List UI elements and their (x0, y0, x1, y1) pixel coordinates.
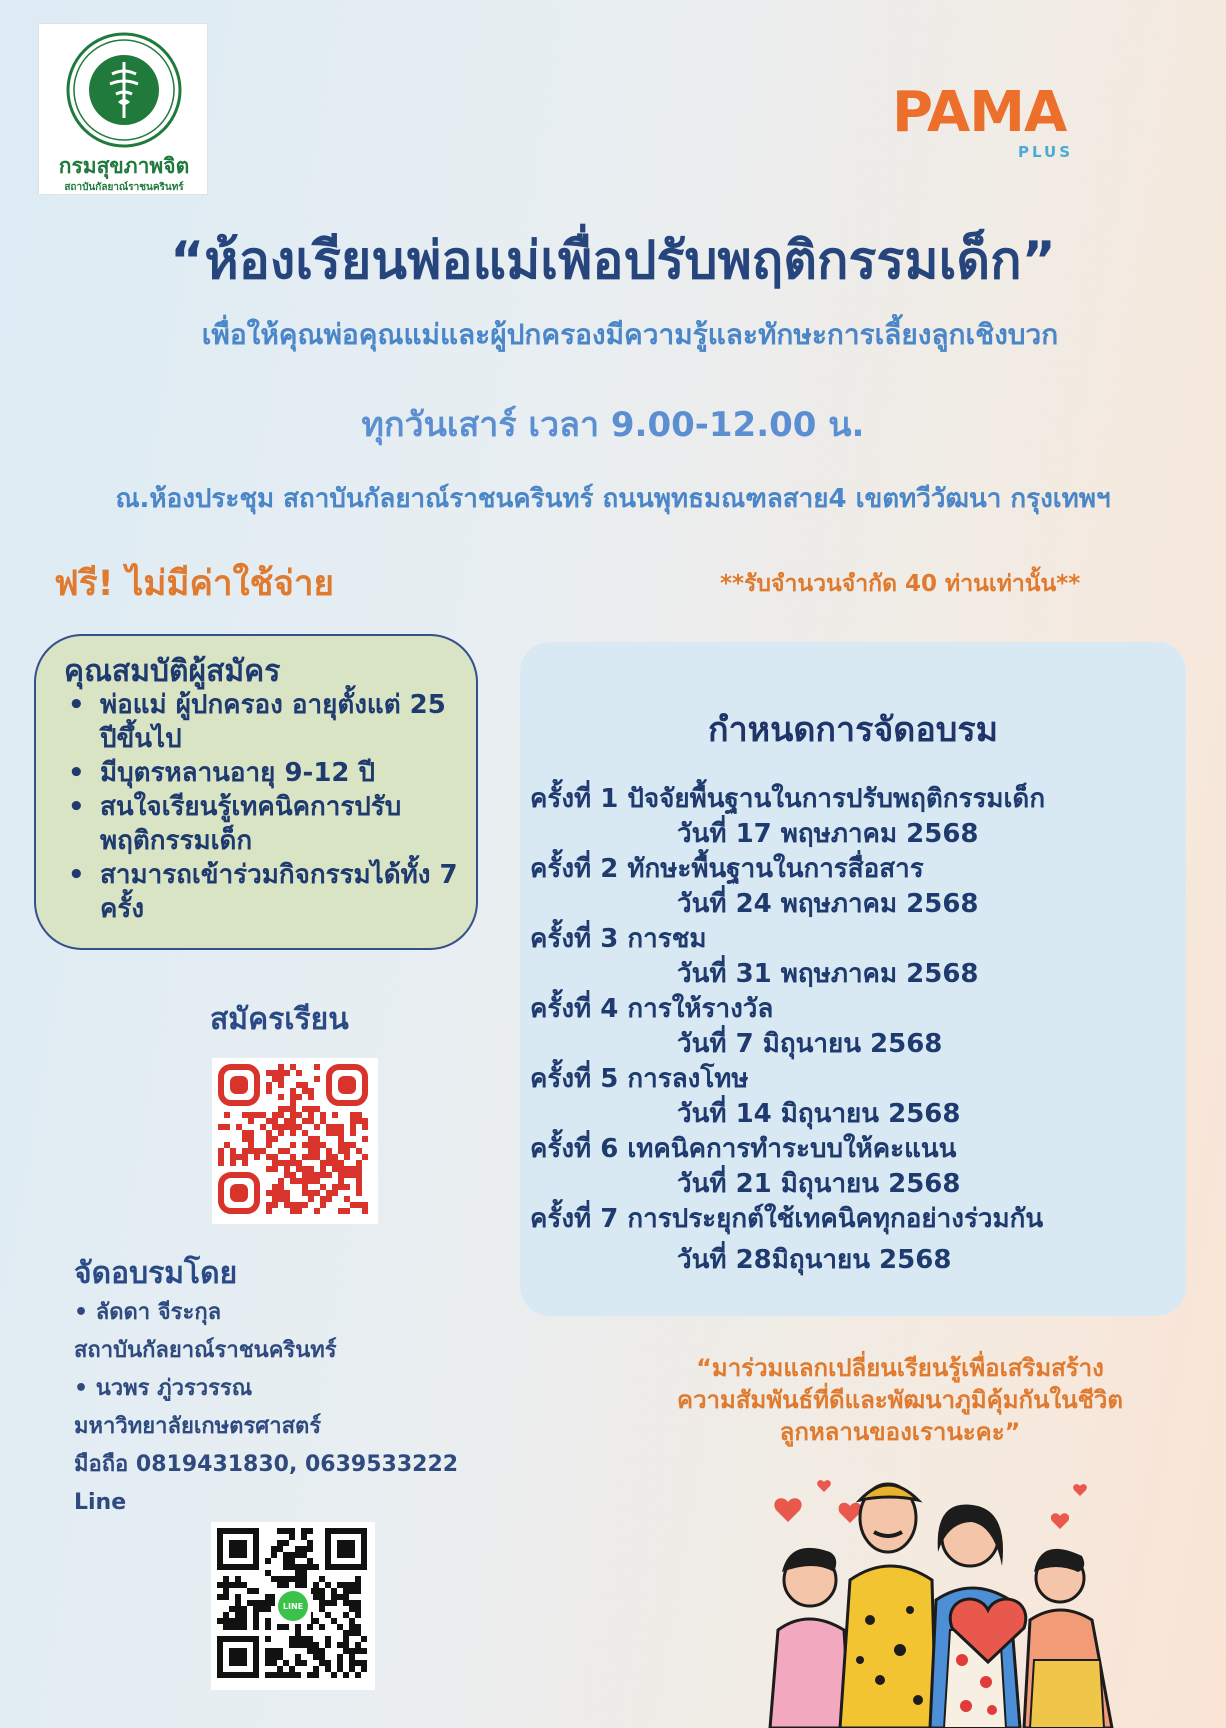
pama-logo-text: PAMA (892, 80, 1067, 145)
bullet-icon: • (68, 860, 85, 890)
training-schedule-panel (520, 642, 1186, 1316)
organizers-list (74, 1294, 534, 1522)
organizer-line: • นวพร ภู่วรวรรณ (74, 1376, 253, 1401)
qualifications-list (64, 688, 464, 926)
line-qr-code[interactable] (211, 1522, 375, 1690)
qualification-item: • พ่อแม่ ผู้ปกครอง อายุตั้งแต่ 25 ปีขึ้นไป (68, 690, 446, 754)
page-title: “ห้องเรียนพ่อแม่เพื่อปรับพฤติกรรมเด็ก” (170, 231, 1056, 291)
closing-quote (640, 1352, 1160, 1448)
registration-qr-code[interactable] (212, 1058, 378, 1224)
free-of-charge-label: ฟรี! ไม่มีค่าใช้จ่าย (54, 564, 335, 604)
session-topic: ครั้งที่ 2 ทักษะพื้นฐานในการสื่อสาร (530, 854, 924, 884)
session-date: วันที่ 17 พฤษภาคม 2568 (677, 819, 979, 849)
qr-code-icon (211, 1522, 375, 1690)
quote-line: ลูกหลานของเรานะคะ” (779, 1418, 1021, 1446)
session-date: วันที่ 31 พฤษภาคม 2568 (677, 959, 979, 989)
qualifications-title: คุณสมบัติผู้สมัคร (64, 654, 281, 689)
bullet-icon: • (68, 792, 85, 822)
session-topic: ครั้งที่ 3 การชม (530, 924, 707, 954)
session-date: วันที่ 24 พฤษภาคม 2568 (677, 889, 979, 919)
schedule-list (530, 782, 1180, 1278)
line-badge-text: LINE (282, 1602, 304, 1611)
qr-code-icon (212, 1058, 378, 1224)
contact-phone: มือถือ 0819431830, 0639533222 (74, 1452, 459, 1477)
qualification-item: • สนใจเรียนรู้เทคนิคการปรับพฤติกรรมเด็ก (68, 792, 402, 856)
family-illustration (740, 1460, 1140, 1728)
qualification-item: • สามารถเข้าร่วมกิจกรรมได้ทั้ง 7 ครั้ง (68, 860, 458, 924)
seat-limit-note: **รับจำนวนจำกัด 40 ท่านเท่านั้น** (720, 571, 1081, 597)
ministry-seal-icon (66, 32, 182, 148)
schedule-title: กำหนดการจัดอบรม (707, 710, 999, 750)
session-date: วันที่ 21 มิถุนายน 2568 (677, 1169, 961, 1199)
session-topic: ครั้งที่ 5 การลงโทษ (530, 1064, 749, 1094)
session-topic: ครั้งที่ 1 ปัจจัยพื้นฐานในการปรับพฤติกรรมเด็ก (530, 784, 1046, 814)
bullet-icon: • (68, 758, 85, 788)
department-name: กรมสุขภาพจิต (58, 154, 190, 178)
session-topic: ครั้งที่ 7 การประยุกต์ใช้เทคนิคทุกอย่างร่วมกัน (530, 1204, 1044, 1234)
class-time: ทุกวันเสาร์ เวลา 9.00-12.00 น. (361, 405, 865, 445)
organizer-line: มหาวิทยาลัยเกษตรศาสตร์ (74, 1414, 322, 1439)
qualifications-panel (34, 634, 478, 950)
contact-line-label: Line (74, 1490, 127, 1515)
register-label: สมัครเรียน (210, 1002, 349, 1037)
session-topic: ครั้งที่ 4 การให้รางวัล (530, 994, 774, 1024)
session-date: วันที่ 7 มิถุนายน 2568 (677, 1029, 943, 1059)
session-date: วันที่ 14 มิถุนายน 2568 (677, 1099, 961, 1129)
quote-line: “มาร่วมแลกเปลี่ยนเรียนรู้เพื่อเสริมสร้าง (696, 1354, 1104, 1382)
pama-logo-plus: PLUS (1018, 143, 1074, 161)
organizers-label: จัดอบรมโดย (74, 1256, 238, 1291)
page-subtitle: เพื่อให้คุณพ่อคุณแม่และผู้ปกครองมีความรู้และทักษะการเลี้ยงลูกเชิงบวก (201, 318, 1059, 351)
bullet-icon: • (68, 690, 85, 720)
session-topic: ครั้งที่ 6 เทคนิคการทำระบบให้คะแนน (530, 1134, 957, 1164)
institute-name: สถาบันกัลยาณ์ราชนครินทร์ (64, 182, 184, 193)
organizer-line: • ลัดดา จีระกุล (74, 1300, 222, 1325)
venue-text: ณ.ห้องประชุม สถาบันกัลยาณ์ราชนครินทร์ ถนนพุทธมณฑลสาย4 เขตทวีวัฒนา กรุงเทพฯ (115, 484, 1111, 514)
quote-line: ความสัมพันธ์ที่ดีและพัฒนาภูมิคุ้มกันในชีวิต (677, 1386, 1123, 1414)
department-mental-health-logo (38, 23, 208, 195)
qualification-item: • มีบุตรหลานอายุ 9-12 ปี (68, 758, 376, 788)
session-date: วันที่ 28มิถุนายน 2568 (677, 1245, 952, 1275)
pama-plus-logo (892, 80, 1102, 170)
organizer-line: สถาบันกัลยาณ์ราชนครินทร์ (74, 1338, 337, 1363)
